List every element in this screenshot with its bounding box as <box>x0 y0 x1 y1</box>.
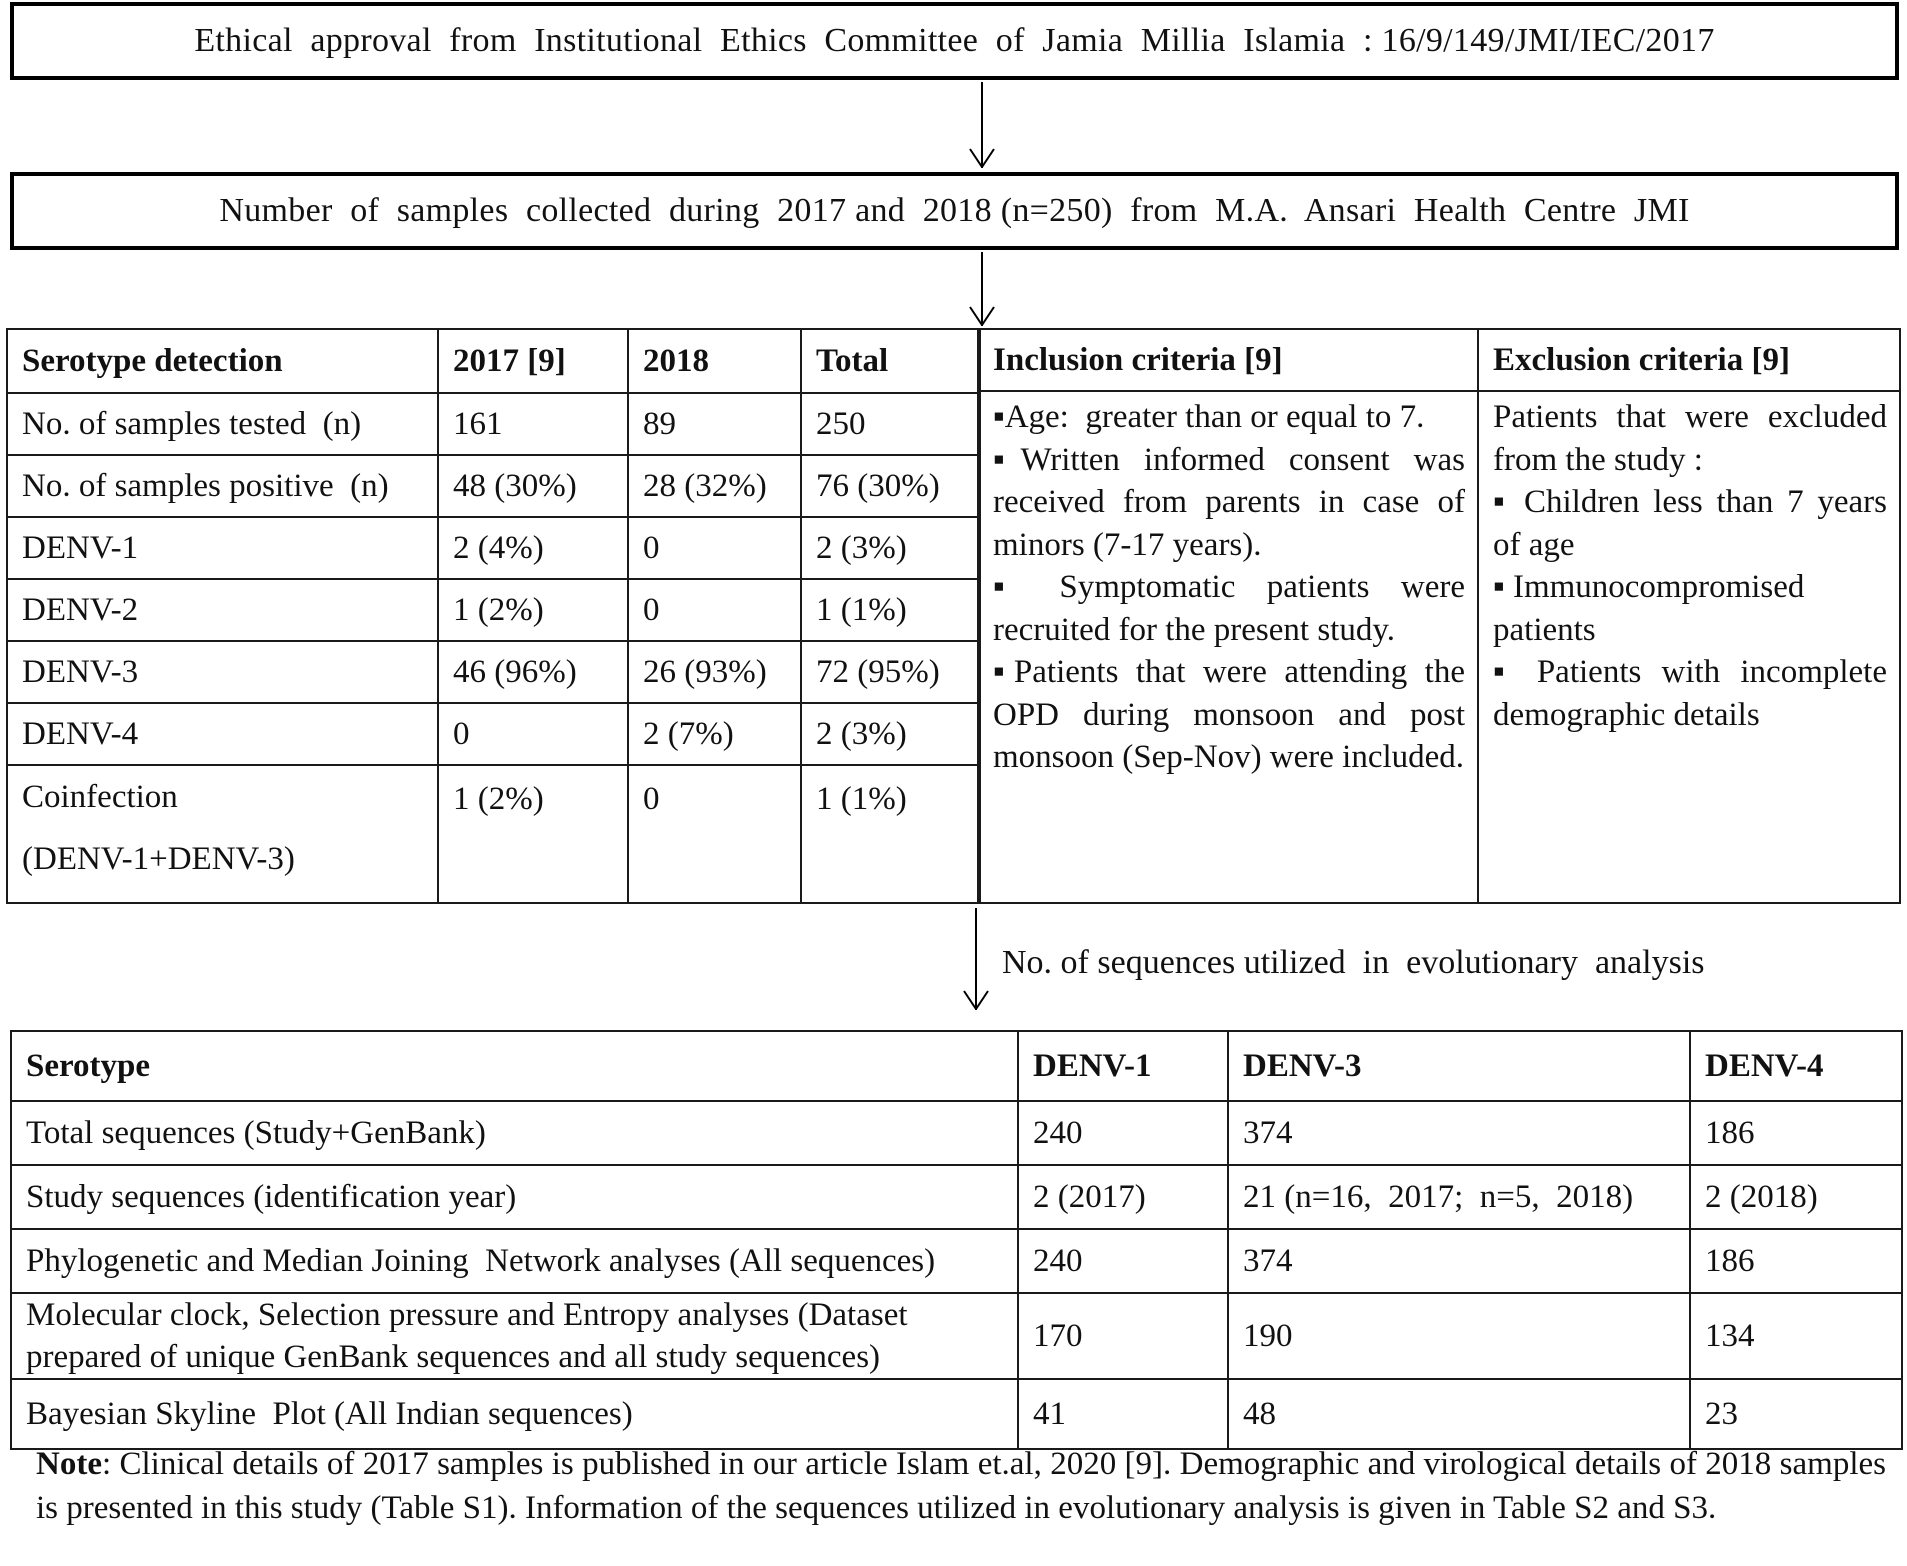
cell-2018: 2 (7%) <box>628 703 801 765</box>
table-row <box>7 703 980 765</box>
arrow-label: No. of sequences utilized in evolutionary analysis <box>1002 944 1705 981</box>
row-label: DENV-4 <box>7 703 438 765</box>
table-row <box>11 1165 1902 1229</box>
row-label: Phylogenetic and Median Joining Network analyses (All sequences) <box>11 1229 1018 1293</box>
row-label: DENV-1 <box>7 517 438 579</box>
note-label: Note <box>36 1446 102 1482</box>
exclusion-criteria-header: Exclusion criteria [9] <box>1479 330 1899 392</box>
cell-2018: 0 <box>628 517 801 579</box>
list-item: ▪Patients that were attending the OPD during monsoon and post monsoon (Sep-Nov) were included. <box>993 654 1465 775</box>
samples-collected-text: Number of samples collected during 2017 and 2018 (n=250) from M.A. Ansari Health Centre JMI <box>219 192 1690 229</box>
inclusion-criteria-header: Inclusion criteria [9] <box>979 330 1477 392</box>
cell-denv1: 2 (2017) <box>1018 1165 1228 1229</box>
header-denv4: DENV-4 <box>1690 1031 1902 1101</box>
cell-2018: 26 (93%) <box>628 641 801 703</box>
cell-denv1: 240 <box>1018 1229 1228 1293</box>
inclusion-criteria-list <box>979 392 1477 779</box>
table-row <box>11 1229 1902 1293</box>
list-item: Patients that were excluded from the study : <box>1493 399 1887 478</box>
cell-denv3: 48 <box>1228 1379 1690 1449</box>
table-row <box>7 393 980 455</box>
inclusion-criteria-panel <box>977 328 1479 904</box>
cell-denv1: 41 <box>1018 1379 1228 1449</box>
cell-2017: 46 (96%) <box>438 641 628 703</box>
coinfection-sublabel: (DENV-1+DENV-3) <box>22 841 295 877</box>
cell-2017: 1 (2%) <box>438 765 628 903</box>
row-label: DENV-2 <box>7 579 438 641</box>
cell-denv4: 2 (2018) <box>1690 1165 1902 1229</box>
header-serotype: Serotype <box>11 1031 1018 1101</box>
row-label: No. of samples tested (n) <box>7 393 438 455</box>
serotype-detection-table <box>6 328 981 904</box>
table-row <box>11 1293 1902 1379</box>
list-item: ▪ Symptomatic patients were recruited for the present study. <box>993 569 1465 648</box>
cell-total: 1 (1%) <box>801 765 980 903</box>
list-item: ▪ Children less than 7 years of age <box>1493 484 1887 563</box>
cell-denv4: 186 <box>1690 1101 1902 1165</box>
cell-denv3: 374 <box>1228 1229 1690 1293</box>
cell-total: 1 (1%) <box>801 579 980 641</box>
table-row <box>7 455 980 517</box>
footnote <box>36 1442 1886 1530</box>
cell-2017: 2 (4%) <box>438 517 628 579</box>
table-row <box>7 641 980 703</box>
table-row <box>11 1379 1902 1449</box>
header-serotype-detection: Serotype detection <box>7 329 438 393</box>
cell-2018: 28 (32%) <box>628 455 801 517</box>
cell-denv4: 23 <box>1690 1379 1902 1449</box>
table-row-coinfection <box>7 765 980 903</box>
cell-denv1: 170 <box>1018 1293 1228 1379</box>
cell-2017: 0 <box>438 703 628 765</box>
header-denv1: DENV-1 <box>1018 1031 1228 1101</box>
row-label: Total sequences (Study+GenBank) <box>11 1101 1018 1165</box>
list-item: ▪Written informed consent was received from parents in case of minors (7-17 years). <box>993 441 1465 563</box>
list-item: ▪Age: greater than or equal to 7. <box>993 399 1425 435</box>
row-label: DENV-3 <box>7 641 438 703</box>
serotype-table-header <box>7 329 980 393</box>
list-item: ▪ Immunocompromised patients <box>1493 569 1805 648</box>
cell-total: 76 (30%) <box>801 455 980 517</box>
row-label: No. of samples positive (n) <box>7 455 438 517</box>
cell-denv1: 240 <box>1018 1101 1228 1165</box>
cell-2018: 0 <box>628 765 801 903</box>
cell-denv3: 21 (n=16, 2017; n=5, 2018) <box>1228 1165 1690 1229</box>
header-denv3: DENV-3 <box>1228 1031 1690 1101</box>
note-text: : Clinical details of 2017 samples is published in our article Islam et.al, 2020 [9]. Demographic and virological details of 2018 samples is presented in this study (Table S1). Information of the sequences utilized in evolutionary analysis is given in Table S2 and S3. <box>36 1446 1886 1526</box>
cell-2018: 0 <box>628 579 801 641</box>
cell-total: 2 (3%) <box>801 517 980 579</box>
coinfection-label: Coinfection <box>22 779 178 815</box>
cell-denv4: 186 <box>1690 1229 1902 1293</box>
cell-denv3: 374 <box>1228 1101 1690 1165</box>
cell-denv3: 190 <box>1228 1293 1690 1379</box>
header-2017: 2017 [9] <box>438 329 628 393</box>
table-row <box>7 517 980 579</box>
table-row <box>11 1101 1902 1165</box>
exclusion-criteria-panel <box>1477 328 1901 904</box>
ethics-approval-box <box>10 2 1899 80</box>
list-item: ▪ Patients with incomplete demographic details <box>1493 654 1887 733</box>
table-row <box>7 579 980 641</box>
header-total: Total <box>801 329 980 393</box>
cell-2017: 161 <box>438 393 628 455</box>
sequence-table <box>10 1030 1903 1450</box>
row-label: Study sequences (identification year) <box>11 1165 1018 1229</box>
cell-total: 2 (3%) <box>801 703 980 765</box>
row-label: Bayesian Skyline Plot (All Indian sequences) <box>11 1379 1018 1449</box>
row-label <box>7 765 438 903</box>
cell-2017: 1 (2%) <box>438 579 628 641</box>
row-label: Molecular clock, Selection pressure and Entropy analyses (Dataset prepared of unique GenBank sequences and all study sequences) <box>11 1293 1018 1379</box>
cell-denv4: 134 <box>1690 1293 1902 1379</box>
exclusion-criteria-list <box>1479 392 1899 736</box>
cell-2017: 48 (30%) <box>438 455 628 517</box>
samples-collected-box <box>10 172 1899 250</box>
ethics-approval-text: Ethical approval from Institutional Ethics Committee of Jamia Millia Islamia : 16/9/149/JMI/IEC/2017 <box>194 22 1715 59</box>
cell-2018: 89 <box>628 393 801 455</box>
cell-total: 72 (95%) <box>801 641 980 703</box>
header-2018: 2018 <box>628 329 801 393</box>
cell-total: 250 <box>801 393 980 455</box>
sequence-table-header <box>11 1031 1902 1101</box>
